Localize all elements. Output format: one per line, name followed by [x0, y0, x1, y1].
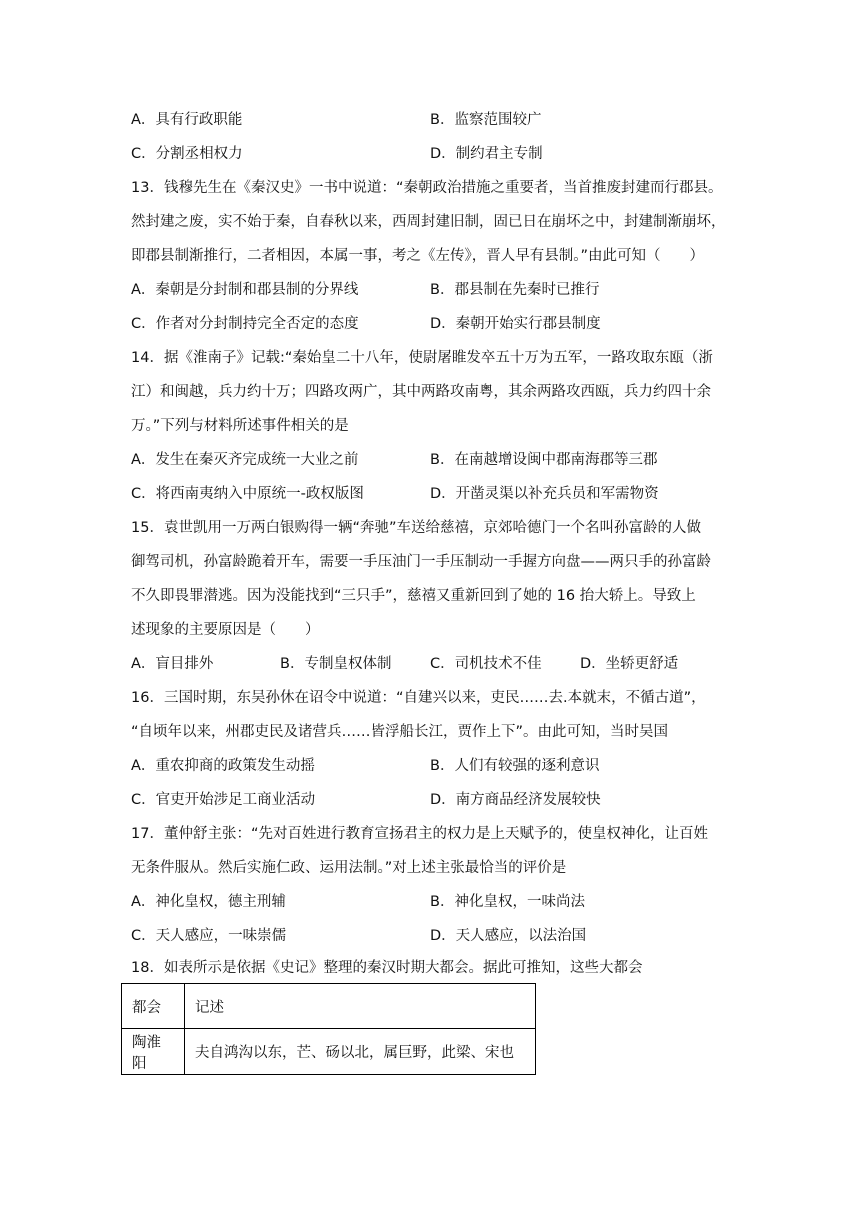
q16-line: “自顷年以来，州郡吏民及诸营兵……皆浮船长江，贾作上下”。由此可知，当时吴国	[131, 724, 669, 740]
q12-option-a[interactable]: A．具有行政职能	[131, 112, 243, 128]
q17-line: 无条件服从。然后实施仁政、运用法制。”对上述主张最恰当的评价是	[131, 860, 567, 876]
q15-option-d[interactable]: D．坐轿更舒适	[580, 656, 679, 672]
q16-option-c[interactable]: C．官吏开始涉足工商业活动	[131, 792, 316, 808]
q13-stem	[131, 178, 736, 280]
q12-option-c[interactable]: C．分割丞相权力	[131, 146, 243, 162]
q15-option-c[interactable]: C．司机技术不佳	[430, 656, 542, 672]
q14-stem	[131, 348, 736, 450]
q18-table	[121, 983, 536, 1075]
q12-option-d[interactable]: D．制约君主专制	[430, 146, 543, 162]
q13-line: 然封建之废，实不始于秦，自春秋以来，西周封建旧制，固已日在崩坏之中，封建制渐崩坏，	[131, 214, 726, 230]
q18-stem: 18．如表所示是依据《史记》整理的秦汉时期大都会。据此可推知，这些大都会	[131, 960, 643, 976]
q17-option-d[interactable]: D．天人感应，以法治国	[430, 928, 587, 944]
table-header-cell: 都会	[122, 984, 185, 1029]
q14-option-b[interactable]: B．在南越增设闽中郡南海郡等三郡	[430, 452, 658, 468]
table-header-row	[122, 984, 536, 1029]
q14-line: 万。”下列与材料所述事件相关的是	[131, 418, 349, 434]
q16-line: 16．三国时期，东吴孙休在诏令中说道：“自建兴以来，吏民……去.本就末，不循古道”，	[131, 690, 706, 706]
q13-line: 13．钱穆先生在《秦汉史》一书中说道：“秦朝政治措施之重要者，当首推废封建而行郡县。	[131, 180, 723, 196]
q13-option-c[interactable]: C．作者对分封制持完全否定的态度	[131, 316, 359, 332]
q17-option-a[interactable]: A．神化皇权，德主刑辅	[131, 894, 286, 910]
q15-option-a[interactable]: A．盲目排外	[131, 656, 214, 672]
table-cell: 夫自鸿沟以东，芒、砀以北，属巨野，此梁、宋也	[185, 1029, 536, 1075]
q15-option-b[interactable]: B．专制皇权体制	[280, 656, 392, 672]
q17-line: 17．董仲舒主张：“先对百姓进行教育宣扬君主的权力是上天赋予的，使皇权神化，让百姓	[131, 826, 708, 842]
q14-option-a[interactable]: A．发生在秦灭齐完成统一大业之前	[131, 452, 359, 468]
q15-stem	[131, 518, 736, 654]
q15-line: 述现象的主要原因是（ ）	[131, 622, 320, 638]
q14-line: 14．据《淮南子》记载:“秦始皇二十八年，使尉屠睢发卒五十万为五军，一路攻取东瓯（浙	[131, 350, 713, 366]
q17-option-b[interactable]: B．神化皇权，一味尚法	[430, 894, 585, 910]
q13-line: 即郡县制渐推行，二者相因，本属一事，考之《左传》，晋人早有县制。”由此可知（ ）	[131, 248, 705, 264]
q14-option-d[interactable]: D．开凿灵渠以补充兵员和军需物资	[430, 486, 659, 502]
q15-line: 不久即畏罪潜逃。因为没能找到“三只手”，慈禧又重新回到了她的 16 抬大轿上。导致上	[131, 588, 696, 604]
q16-option-b[interactable]: B．人们有较强的逐利意识	[430, 758, 600, 774]
q16-option-d[interactable]: D．南方商品经济发展较快	[430, 792, 601, 808]
q13-option-a[interactable]: A．秦朝是分封制和郡县制的分界线	[131, 282, 359, 298]
table-row	[122, 1029, 536, 1075]
q16-option-a[interactable]: A．重农抑商的政策发生动摇	[131, 758, 315, 774]
q16-stem	[131, 688, 736, 756]
q13-option-b[interactable]: B．郡县制在先秦时已推行	[430, 282, 600, 298]
q12-option-b[interactable]: B．监察范围较广	[430, 112, 542, 128]
q15-line: 15．袁世凯用一万两白银购得一辆“奔驰”车送给慈禧，京郊哈德门一个名叫孙富龄的人做	[131, 520, 701, 536]
table-cell: 陶淮阳	[122, 1029, 185, 1075]
q13-option-d[interactable]: D．秦朝开始实行郡县制度	[430, 316, 601, 332]
q15-line: 御驾司机，孙富龄跪着开车，需要一手压油门一手压制动一手握方向盘——两只手的孙富龄	[131, 554, 711, 570]
q14-line: 江）和闽越，兵力约十万；四路攻两广，其中两路攻南粤，其余两路攻西瓯，兵力约四十余	[131, 384, 711, 400]
q17-option-c[interactable]: C．天人感应，一味崇儒	[131, 928, 287, 944]
table-header-cell: 记述	[185, 984, 536, 1029]
q14-option-c[interactable]: C．将西南夷纳入中原统一-政权版图	[131, 486, 364, 502]
q17-stem	[131, 824, 736, 892]
